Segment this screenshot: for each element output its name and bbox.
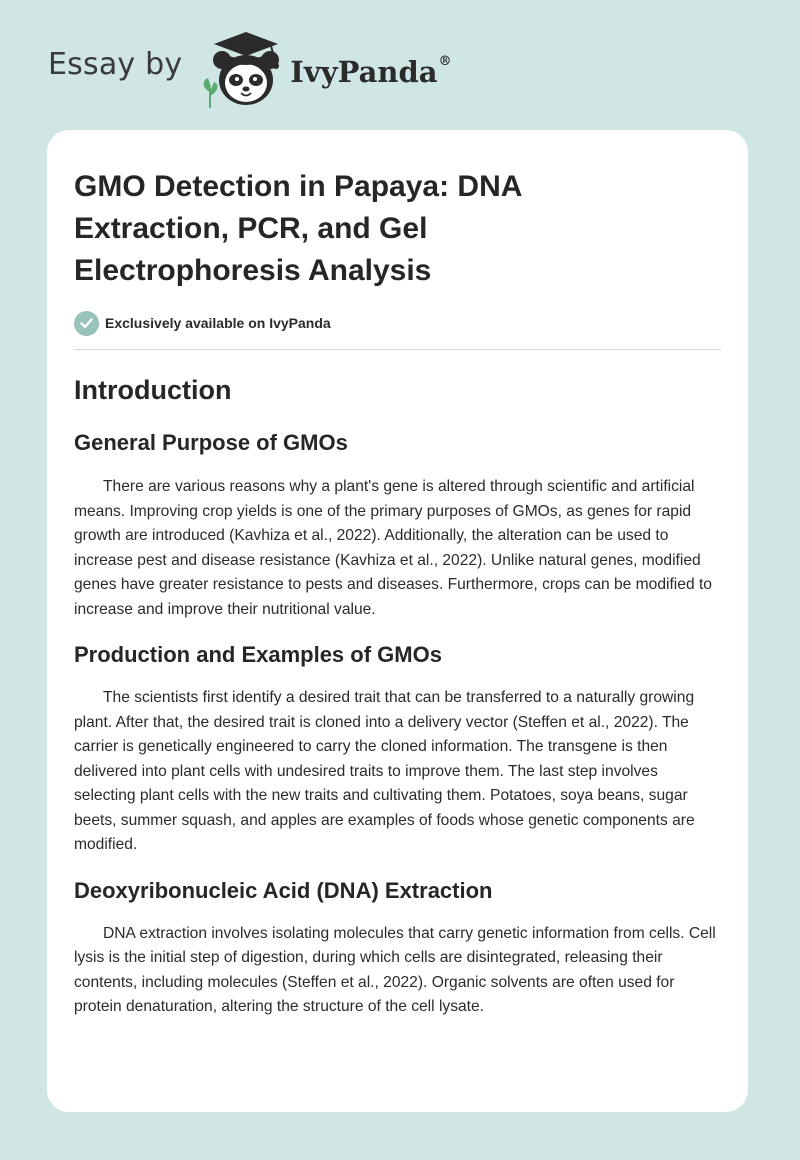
check-circle-icon bbox=[74, 311, 99, 336]
badge-label: Exclusively available on IvyPanda bbox=[105, 315, 331, 331]
brand-header bbox=[48, 30, 452, 110]
article-content bbox=[74, 166, 721, 1020]
divider bbox=[74, 349, 721, 350]
brand-name-text: IvyPanda bbox=[290, 55, 438, 89]
panda-logo-icon bbox=[196, 30, 288, 110]
exclusive-badge bbox=[74, 310, 721, 336]
subsection-title-dna-extraction: Deoxyribonucleic Acid (DNA) Extraction bbox=[74, 877, 493, 903]
check-icon bbox=[80, 318, 93, 329]
article-card bbox=[47, 130, 748, 1112]
registered-mark: ® bbox=[438, 54, 452, 70]
brand-prefix: Essay by bbox=[48, 46, 183, 82]
paragraph-production-examples: The scientists first identify a desired trait that can be transferred to a naturally growing plant. After that, the desired trait is cloned into a delivery vector (Steffen et al., 2022). The carrier is genetically engineered to carry the cloned information. The transgene is then delivered into plant cells with undesired traits to improve them. The last step involves selecting plant cells with the new traits and cultivating them. Potatoes, soya beans, sugar beets, summer squash, and apples are examples of foods whose genetic components are modified. bbox=[74, 689, 695, 853]
brand-name[interactable] bbox=[290, 55, 451, 89]
section-heading-introduction: Introduction bbox=[74, 375, 232, 405]
panda-graduation-cap-logo[interactable] bbox=[196, 30, 288, 110]
paragraph-dna-extraction: DNA extraction involves isolating molecules that carry genetic information from cells. Cell lysis is the initial step of digestion, during which cells are disintegrated, releasing their contents, including molecules (Steffen et al., 2022). Organic solvents are often used for protein denaturation, altering the structure of the cell lysate. bbox=[74, 924, 716, 1015]
paragraph-general-purpose: There are various reasons why a plant's gene is altered through scientific and artificial means. Improving crop yields is one of the primary purposes of GMOs, as genes for rapid growth are introduced (Kavhiza et al., 2022). Additionally, the alteration can be used to increase pest and disease resistance (Kavhiza et al., 2022). Unlike natural genes, modified genes have greater resistance to pests and diseases. Furthermore, crops can be modified to increase and improve their nutritional value. bbox=[74, 478, 712, 618]
article-title: GMO Detection in Papaya: DNA Extraction, PCR, and Gel Electrophoresis Analysis bbox=[74, 170, 522, 287]
subsection-title-general-purpose: General Purpose of GMOs bbox=[74, 430, 348, 455]
subsection-title-production-examples: Production and Examples of GMOs bbox=[74, 642, 442, 667]
